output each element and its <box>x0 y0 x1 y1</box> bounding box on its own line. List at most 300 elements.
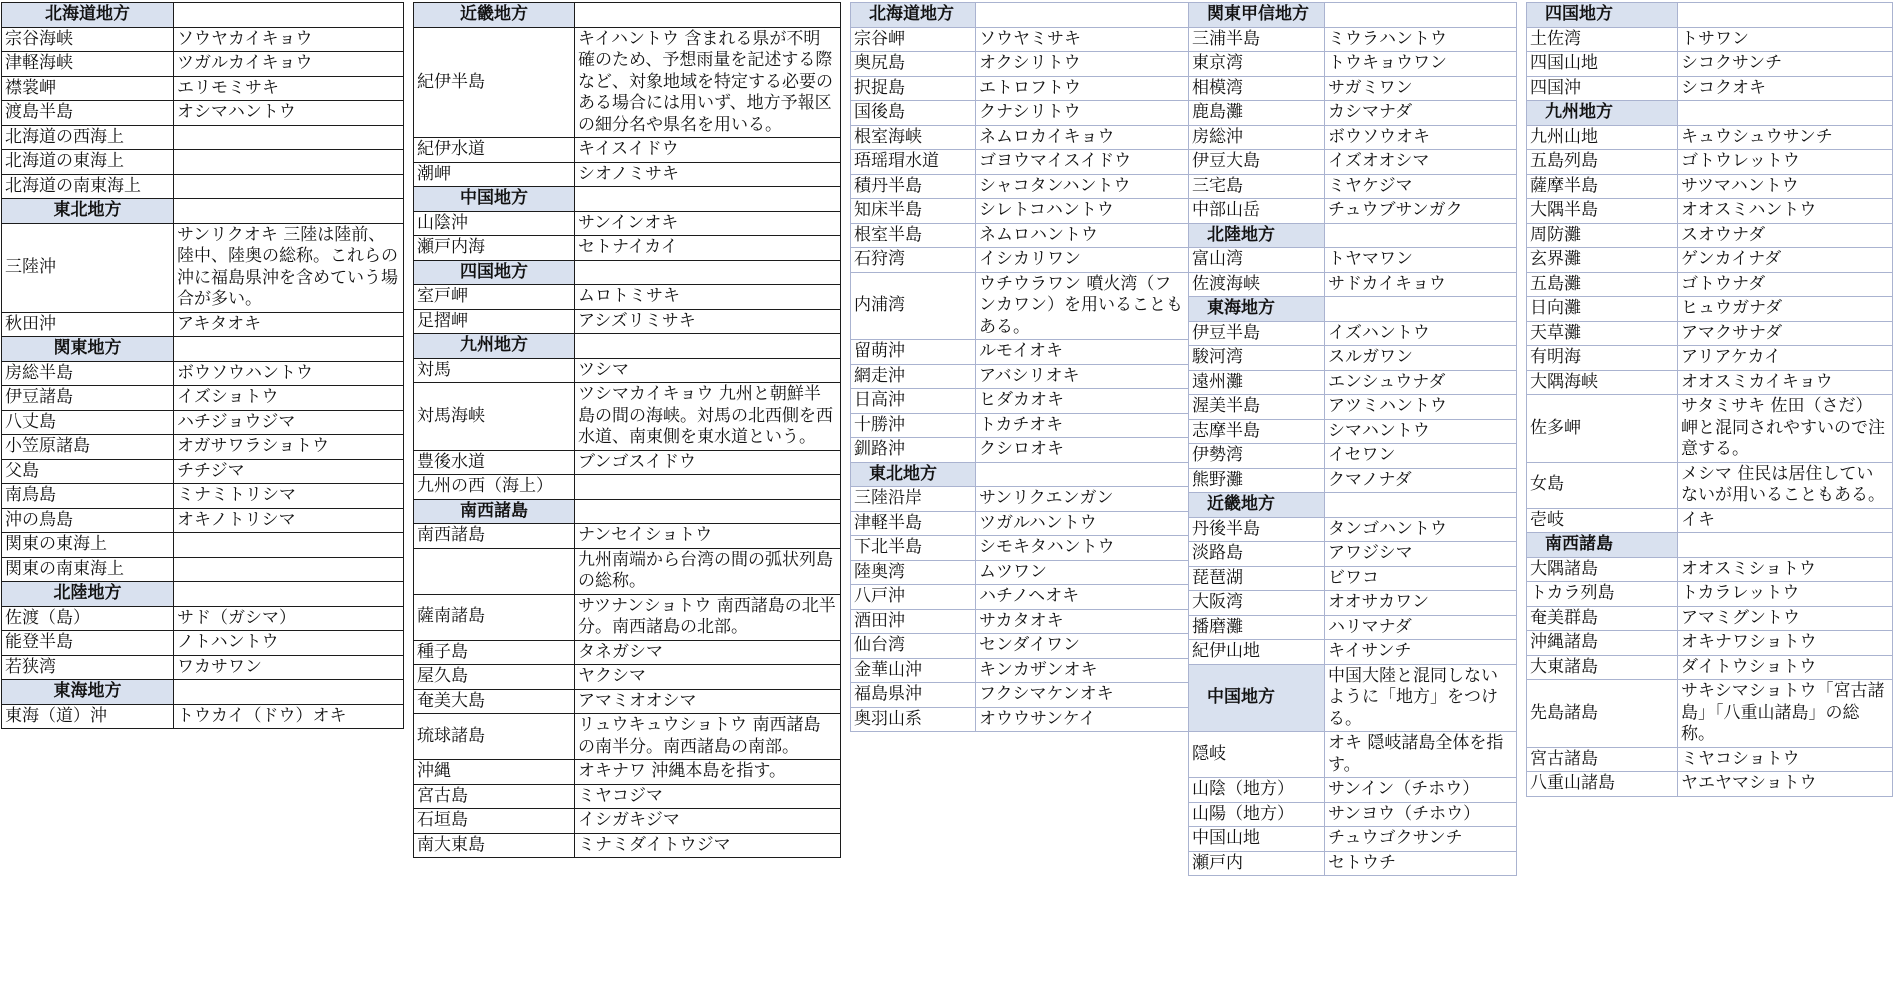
place-reading: フクシマケンオキ <box>976 683 1189 708</box>
place-name: 沖縄諸島 <box>1527 631 1678 656</box>
place-reading: ハチノヘオキ <box>976 585 1189 610</box>
place-reading: サドカイキョウ <box>1325 272 1517 297</box>
place-name: 八丈島 <box>2 410 174 435</box>
table-row <box>851 585 1189 610</box>
place-name: 山陰沖 <box>414 211 575 236</box>
place-reading: アマミオオシマ <box>575 689 841 714</box>
table-row <box>851 389 1189 414</box>
place-reading: メシマ 住民は居住していないが用いることもある。 <box>1678 462 1893 508</box>
region-header-row <box>1527 533 1893 558</box>
table-row <box>851 27 1189 52</box>
table-row <box>851 413 1189 438</box>
table-row <box>2 76 404 101</box>
table-row <box>414 358 841 383</box>
place-name: 能登半島 <box>2 631 174 656</box>
place-name: 宗谷岬 <box>851 27 976 52</box>
place-name: 四国沖 <box>1527 76 1678 101</box>
table-row <box>1189 827 1517 852</box>
place-name: 山陽（地方） <box>1189 802 1325 827</box>
place-reading: ゲンカイナダ <box>1678 248 1893 273</box>
table-row <box>851 683 1189 708</box>
table-row <box>2 631 404 656</box>
region-header-blank <box>174 582 404 607</box>
place-name: 大阪湾 <box>1189 591 1325 616</box>
table-row <box>2 410 404 435</box>
place-reading: イズハントウ <box>1325 321 1517 346</box>
table-row <box>414 475 841 500</box>
place-name: 石狩湾 <box>851 248 976 273</box>
place-name: 紀伊半島 <box>414 27 575 138</box>
region-header: 九州地方 <box>1527 101 1678 126</box>
table-row <box>1527 174 1893 199</box>
place-reading: アマミグントウ <box>1678 606 1893 631</box>
place-name: 南西諸島 <box>414 524 575 549</box>
place-reading: アマクサナダ <box>1678 321 1893 346</box>
place-name: 瀬戸内海 <box>414 236 575 261</box>
place-reading: スオウナダ <box>1678 223 1893 248</box>
table-row <box>414 665 841 690</box>
table-row <box>1189 615 1517 640</box>
place-name: 知床半島 <box>851 199 976 224</box>
place-name: 日向灘 <box>1527 297 1678 322</box>
place-name: 足摺岬 <box>414 309 575 334</box>
place-reading: ヤクシマ <box>575 665 841 690</box>
place-name: 宮古島 <box>414 784 575 809</box>
place-reading: サド（ガシマ） <box>174 606 404 631</box>
table-row <box>414 285 841 310</box>
place-name: 金華山沖 <box>851 658 976 683</box>
table-row <box>1527 321 1893 346</box>
place-name: 小笠原諸島 <box>2 435 174 460</box>
place-name: 四国山地 <box>1527 52 1678 77</box>
place-name: 八重山諸島 <box>1527 772 1678 797</box>
region-header: 北海道地方 <box>851 3 976 28</box>
table-row <box>1527 150 1893 175</box>
table-row <box>851 560 1189 585</box>
place-reading: センダイワン <box>976 634 1189 659</box>
place-reading: サンリクエンガン <box>976 487 1189 512</box>
place-reading: オシマハントウ <box>174 101 404 126</box>
table-row <box>414 309 841 334</box>
table-row <box>851 174 1189 199</box>
table-row <box>414 383 841 451</box>
place-reading: サタミサキ 佐田（さだ）岬と混同されやすいので注意する。 <box>1678 395 1893 463</box>
place-name: 北海道の西海上 <box>2 125 174 150</box>
place-name-table <box>1526 2 1893 797</box>
place-reading: ツシマ <box>575 358 841 383</box>
place-name: 土佐湾 <box>1527 27 1678 52</box>
place-reading <box>174 150 404 175</box>
region-header: 中国地方 <box>414 187 575 212</box>
place-reading: アバシリオキ <box>976 364 1189 389</box>
region-header-row <box>1527 3 1893 28</box>
place-reading: クナシリトウ <box>976 101 1189 126</box>
place-reading: ミヤコショトウ <box>1678 747 1893 772</box>
region-header: 四国地方 <box>1527 3 1678 28</box>
place-name: 伊豆諸島 <box>2 386 174 411</box>
place-name-table <box>1 2 404 729</box>
place-name: 佐多岬 <box>1527 395 1678 463</box>
region-header: 南西諸島 <box>1527 533 1678 558</box>
table-row <box>2 508 404 533</box>
table-row <box>414 784 841 809</box>
region-header-row <box>1189 493 1517 518</box>
place-reading: オオスミショトウ <box>1678 557 1893 582</box>
place-reading: イズショトウ <box>174 386 404 411</box>
region-header-row <box>1189 664 1517 732</box>
place-name: 豊後水道 <box>414 450 575 475</box>
place-reading <box>174 125 404 150</box>
place-name: 大隅海峡 <box>1527 370 1678 395</box>
region-header-row <box>1189 223 1517 248</box>
table-row <box>851 340 1189 365</box>
place-name: 三陸沖 <box>2 223 174 312</box>
place-reading: ムツワン <box>976 560 1189 585</box>
place-reading <box>174 533 404 558</box>
place-name: 八戸沖 <box>851 585 976 610</box>
place-reading: オキノトリシマ <box>174 508 404 533</box>
table-row <box>1189 851 1517 876</box>
place-name: 釧路沖 <box>851 438 976 463</box>
table-row <box>1527 223 1893 248</box>
place-name: 奄美群島 <box>1527 606 1678 631</box>
place-name: 五島灘 <box>1527 272 1678 297</box>
place-name: 薩摩半島 <box>1527 174 1678 199</box>
table-row <box>851 609 1189 634</box>
place-name: 根室海峡 <box>851 125 976 150</box>
table-column-5 <box>1526 2 1892 797</box>
place-reading: サンイン（チホウ） <box>1325 778 1517 803</box>
place-name: 南鳥島 <box>2 484 174 509</box>
table-row <box>851 223 1189 248</box>
table-row <box>1189 542 1517 567</box>
place-reading: オキナワ 沖縄本島を指す。 <box>575 760 841 785</box>
place-name: 丹後半島 <box>1189 517 1325 542</box>
place-reading: チチジマ <box>174 459 404 484</box>
region-header-blank <box>174 680 404 705</box>
place-reading: セトウチ <box>1325 851 1517 876</box>
place-reading: イセワン <box>1325 444 1517 469</box>
place-name: 先島諸島 <box>1527 680 1678 748</box>
place-name: 房総沖 <box>1189 125 1325 150</box>
place-reading: カシマナダ <box>1325 101 1517 126</box>
place-reading: トサワン <box>1678 27 1893 52</box>
place-reading: アリアケカイ <box>1678 346 1893 371</box>
place-name: 陸奥湾 <box>851 560 976 585</box>
place-name: 宮古諸島 <box>1527 747 1678 772</box>
region-header-blank <box>976 3 1189 28</box>
table-row <box>2 150 404 175</box>
place-reading: トウキョウワン <box>1325 52 1517 77</box>
table-row <box>1189 802 1517 827</box>
table-row <box>2 125 404 150</box>
place-name: 若狭湾 <box>2 655 174 680</box>
place-reading: ヒュウガナダ <box>1678 297 1893 322</box>
place-name: 潮岬 <box>414 162 575 187</box>
place-reading: アキタオキ <box>174 312 404 337</box>
table-row <box>2 27 404 52</box>
region-header: 東海地方 <box>1189 297 1325 322</box>
region-header-row <box>1527 101 1893 126</box>
table-row <box>1189 150 1517 175</box>
region-header-row <box>1189 3 1517 28</box>
place-name: 襟裳岬 <box>2 76 174 101</box>
place-name: 沖縄 <box>414 760 575 785</box>
table-row <box>1527 27 1893 52</box>
place-name: 東海（道）沖 <box>2 704 174 729</box>
region-header-blank <box>575 499 841 524</box>
region-header-row <box>2 337 404 362</box>
table-row <box>851 150 1189 175</box>
place-reading: ムロトミサキ <box>575 285 841 310</box>
region-header-blank <box>976 462 1189 487</box>
place-name: 天草灘 <box>1527 321 1678 346</box>
region-header-row <box>414 499 841 524</box>
place-reading: サツマハントウ <box>1678 174 1893 199</box>
table-row <box>1527 76 1893 101</box>
region-header-blank <box>1325 297 1517 322</box>
table-row <box>851 707 1189 732</box>
place-name: 琵琶湖 <box>1189 566 1325 591</box>
region-header: 東北地方 <box>2 199 174 224</box>
place-reading: オクシリトウ <box>976 52 1189 77</box>
table-row <box>851 272 1189 340</box>
place-reading: ソウヤミサキ <box>976 27 1189 52</box>
place-reading: キイサンチ <box>1325 640 1517 665</box>
table-row <box>1189 272 1517 297</box>
region-header-blank <box>575 3 841 28</box>
place-reading: ウチウラワン 噴火湾（フンカワン）を用いることもある。 <box>976 272 1189 340</box>
place-name: 渡島半島 <box>2 101 174 126</box>
place-name: 三宅島 <box>1189 174 1325 199</box>
table-row <box>1527 248 1893 273</box>
table-row <box>851 364 1189 389</box>
table-row <box>1189 732 1517 778</box>
place-name: トカラ列島 <box>1527 582 1678 607</box>
place-name: 屋久島 <box>414 665 575 690</box>
place-name: 留萌沖 <box>851 340 976 365</box>
region-header: 北陸地方 <box>2 582 174 607</box>
place-name: 五島列島 <box>1527 150 1678 175</box>
table-row <box>414 450 841 475</box>
table-row <box>2 435 404 460</box>
place-name: 大隅諸島 <box>1527 557 1678 582</box>
region-header-row <box>414 3 841 28</box>
table-row <box>2 361 404 386</box>
table-row <box>851 487 1189 512</box>
table-row <box>414 833 841 858</box>
place-reading: シャコタンハントウ <box>976 174 1189 199</box>
place-reading: オオスミカイキョウ <box>1678 370 1893 395</box>
table-row <box>414 162 841 187</box>
place-name: 玄界灘 <box>1527 248 1678 273</box>
region-header: 近畿地方 <box>414 3 575 28</box>
place-name: 有明海 <box>1527 346 1678 371</box>
table-row <box>1189 370 1517 395</box>
place-name: 山陰（地方） <box>1189 778 1325 803</box>
region-header: 近畿地方 <box>1189 493 1325 518</box>
place-name: 津軽海峡 <box>2 52 174 77</box>
region-header-blank <box>1325 493 1517 518</box>
place-name: 奥尻島 <box>851 52 976 77</box>
place-name: 女島 <box>1527 462 1678 508</box>
place-name: 琉球諸島 <box>414 714 575 760</box>
table-row <box>851 52 1189 77</box>
table-row <box>414 689 841 714</box>
place-reading <box>174 174 404 199</box>
region-header-row <box>414 334 841 359</box>
place-reading: ボウソウハントウ <box>174 361 404 386</box>
place-name: 国後島 <box>851 101 976 126</box>
table-row <box>1527 606 1893 631</box>
table-row <box>2 606 404 631</box>
table-row <box>1189 248 1517 273</box>
place-name: 網走沖 <box>851 364 976 389</box>
place-reading: シコクオキ <box>1678 76 1893 101</box>
place-name: 相模湾 <box>1189 76 1325 101</box>
place-reading: 九州南端から台湾の間の弧状列島の総称。 <box>575 548 841 594</box>
table-row <box>1527 462 1893 508</box>
table-row <box>1527 52 1893 77</box>
place-reading: ボウソウオキ <box>1325 125 1517 150</box>
table-row <box>1527 370 1893 395</box>
region-header: 東北地方 <box>851 462 976 487</box>
place-name: 択捉島 <box>851 76 976 101</box>
place-name: 富山湾 <box>1189 248 1325 273</box>
table-row <box>1527 297 1893 322</box>
region-header-blank <box>1678 533 1893 558</box>
place-reading: ネムロハントウ <box>976 223 1189 248</box>
place-name-table <box>413 2 841 858</box>
table-column-1 <box>1 2 403 729</box>
place-name: 伊豆半島 <box>1189 321 1325 346</box>
place-name: 伊豆大島 <box>1189 150 1325 175</box>
place-name: 渥美半島 <box>1189 395 1325 420</box>
region-header-row <box>851 3 1189 28</box>
place-name: 北海道の南東海上 <box>2 174 174 199</box>
place-name: 秋田沖 <box>2 312 174 337</box>
place-name: 関東の南東海上 <box>2 557 174 582</box>
place-reading: イシガキジマ <box>575 809 841 834</box>
place-reading: チュウゴクサンチ <box>1325 827 1517 852</box>
table-row <box>1527 582 1893 607</box>
place-name: 仙台湾 <box>851 634 976 659</box>
place-reading: トカラレットウ <box>1678 582 1893 607</box>
table-row <box>1527 508 1893 533</box>
table-row <box>1527 631 1893 656</box>
place-reading: イズオオシマ <box>1325 150 1517 175</box>
place-name: 津軽半島 <box>851 511 976 536</box>
place-name: 沖の鳥島 <box>2 508 174 533</box>
table-row <box>1527 557 1893 582</box>
table-row <box>1189 27 1517 52</box>
place-reading: オキ 隠岐諸島全体を指す。 <box>1325 732 1517 778</box>
table-row <box>1189 125 1517 150</box>
place-name-table <box>1188 2 1517 876</box>
table-row <box>2 174 404 199</box>
table-row <box>851 76 1189 101</box>
table-row <box>851 634 1189 659</box>
place-reading: スルガワン <box>1325 346 1517 371</box>
place-reading: クシロオキ <box>976 438 1189 463</box>
place-reading: タンゴハントウ <box>1325 517 1517 542</box>
table-row <box>414 138 841 163</box>
place-reading: シコクサンチ <box>1678 52 1893 77</box>
table-row <box>851 101 1189 126</box>
place-name: 九州山地 <box>1527 125 1678 150</box>
place-name: 福島県沖 <box>851 683 976 708</box>
table-row <box>1189 517 1517 542</box>
region-header-blank <box>575 187 841 212</box>
table-row <box>1527 747 1893 772</box>
place-reading: サツナンショトウ 南西諸島の北半分。南西諸島の北部。 <box>575 594 841 640</box>
place-reading: タネガシマ <box>575 640 841 665</box>
place-name: 駿河湾 <box>1189 346 1325 371</box>
place-reading: ゴトウナダ <box>1678 272 1893 297</box>
place-reading: サンヨウ（チホウ） <box>1325 802 1517 827</box>
table-row <box>2 484 404 509</box>
place-reading: オオスミハントウ <box>1678 199 1893 224</box>
table-row <box>414 594 841 640</box>
region-header-blank <box>174 337 404 362</box>
table-row <box>1189 76 1517 101</box>
place-reading: ルモイオキ <box>976 340 1189 365</box>
place-name: 中国山地 <box>1189 827 1325 852</box>
place-name: 佐渡（島） <box>2 606 174 631</box>
place-reading: ミウラハントウ <box>1325 27 1517 52</box>
place-name: 酒田沖 <box>851 609 976 634</box>
table-row <box>851 248 1189 273</box>
place-name: 父島 <box>2 459 174 484</box>
place-reading: トウカイ（ドウ）オキ <box>174 704 404 729</box>
place-name: 壱岐 <box>1527 508 1678 533</box>
place-name <box>414 548 575 594</box>
place-name: 淡路島 <box>1189 542 1325 567</box>
place-reading: サガミワン <box>1325 76 1517 101</box>
table-row <box>2 312 404 337</box>
place-reading: ミヤコジマ <box>575 784 841 809</box>
region-header: 関東地方 <box>2 337 174 362</box>
place-name: 房総半島 <box>2 361 174 386</box>
place-name: 南大東島 <box>414 833 575 858</box>
place-reading: ネムロカイキョウ <box>976 125 1189 150</box>
place-name: 積丹半島 <box>851 174 976 199</box>
table-row <box>851 125 1189 150</box>
place-reading: キイスイドウ <box>575 138 841 163</box>
place-name: 宗谷海峡 <box>2 27 174 52</box>
place-reading: シモキタハントウ <box>976 536 1189 561</box>
table-row <box>2 655 404 680</box>
table-row <box>2 557 404 582</box>
place-reading: エリモミサキ <box>174 76 404 101</box>
place-reading: ブンゴスイドウ <box>575 450 841 475</box>
table-row <box>414 236 841 261</box>
place-reading: クマノナダ <box>1325 468 1517 493</box>
place-name: 大隅半島 <box>1527 199 1678 224</box>
table-row <box>2 533 404 558</box>
place-reading: ビワコ <box>1325 566 1517 591</box>
table-row <box>1189 419 1517 444</box>
table-row <box>414 548 841 594</box>
place-reading: サンリクオキ 三陸は陸前、陸中、陸奥の総称。これらの沖に福島県沖を含めていう場合が多い。 <box>174 223 404 312</box>
region-header-blank <box>1678 101 1893 126</box>
table-row <box>2 459 404 484</box>
table-row <box>2 386 404 411</box>
region-header-row <box>851 462 1189 487</box>
place-name: 珸瑶瑁水道 <box>851 150 976 175</box>
place-reading <box>174 557 404 582</box>
place-reading: ゴトウレットウ <box>1678 150 1893 175</box>
